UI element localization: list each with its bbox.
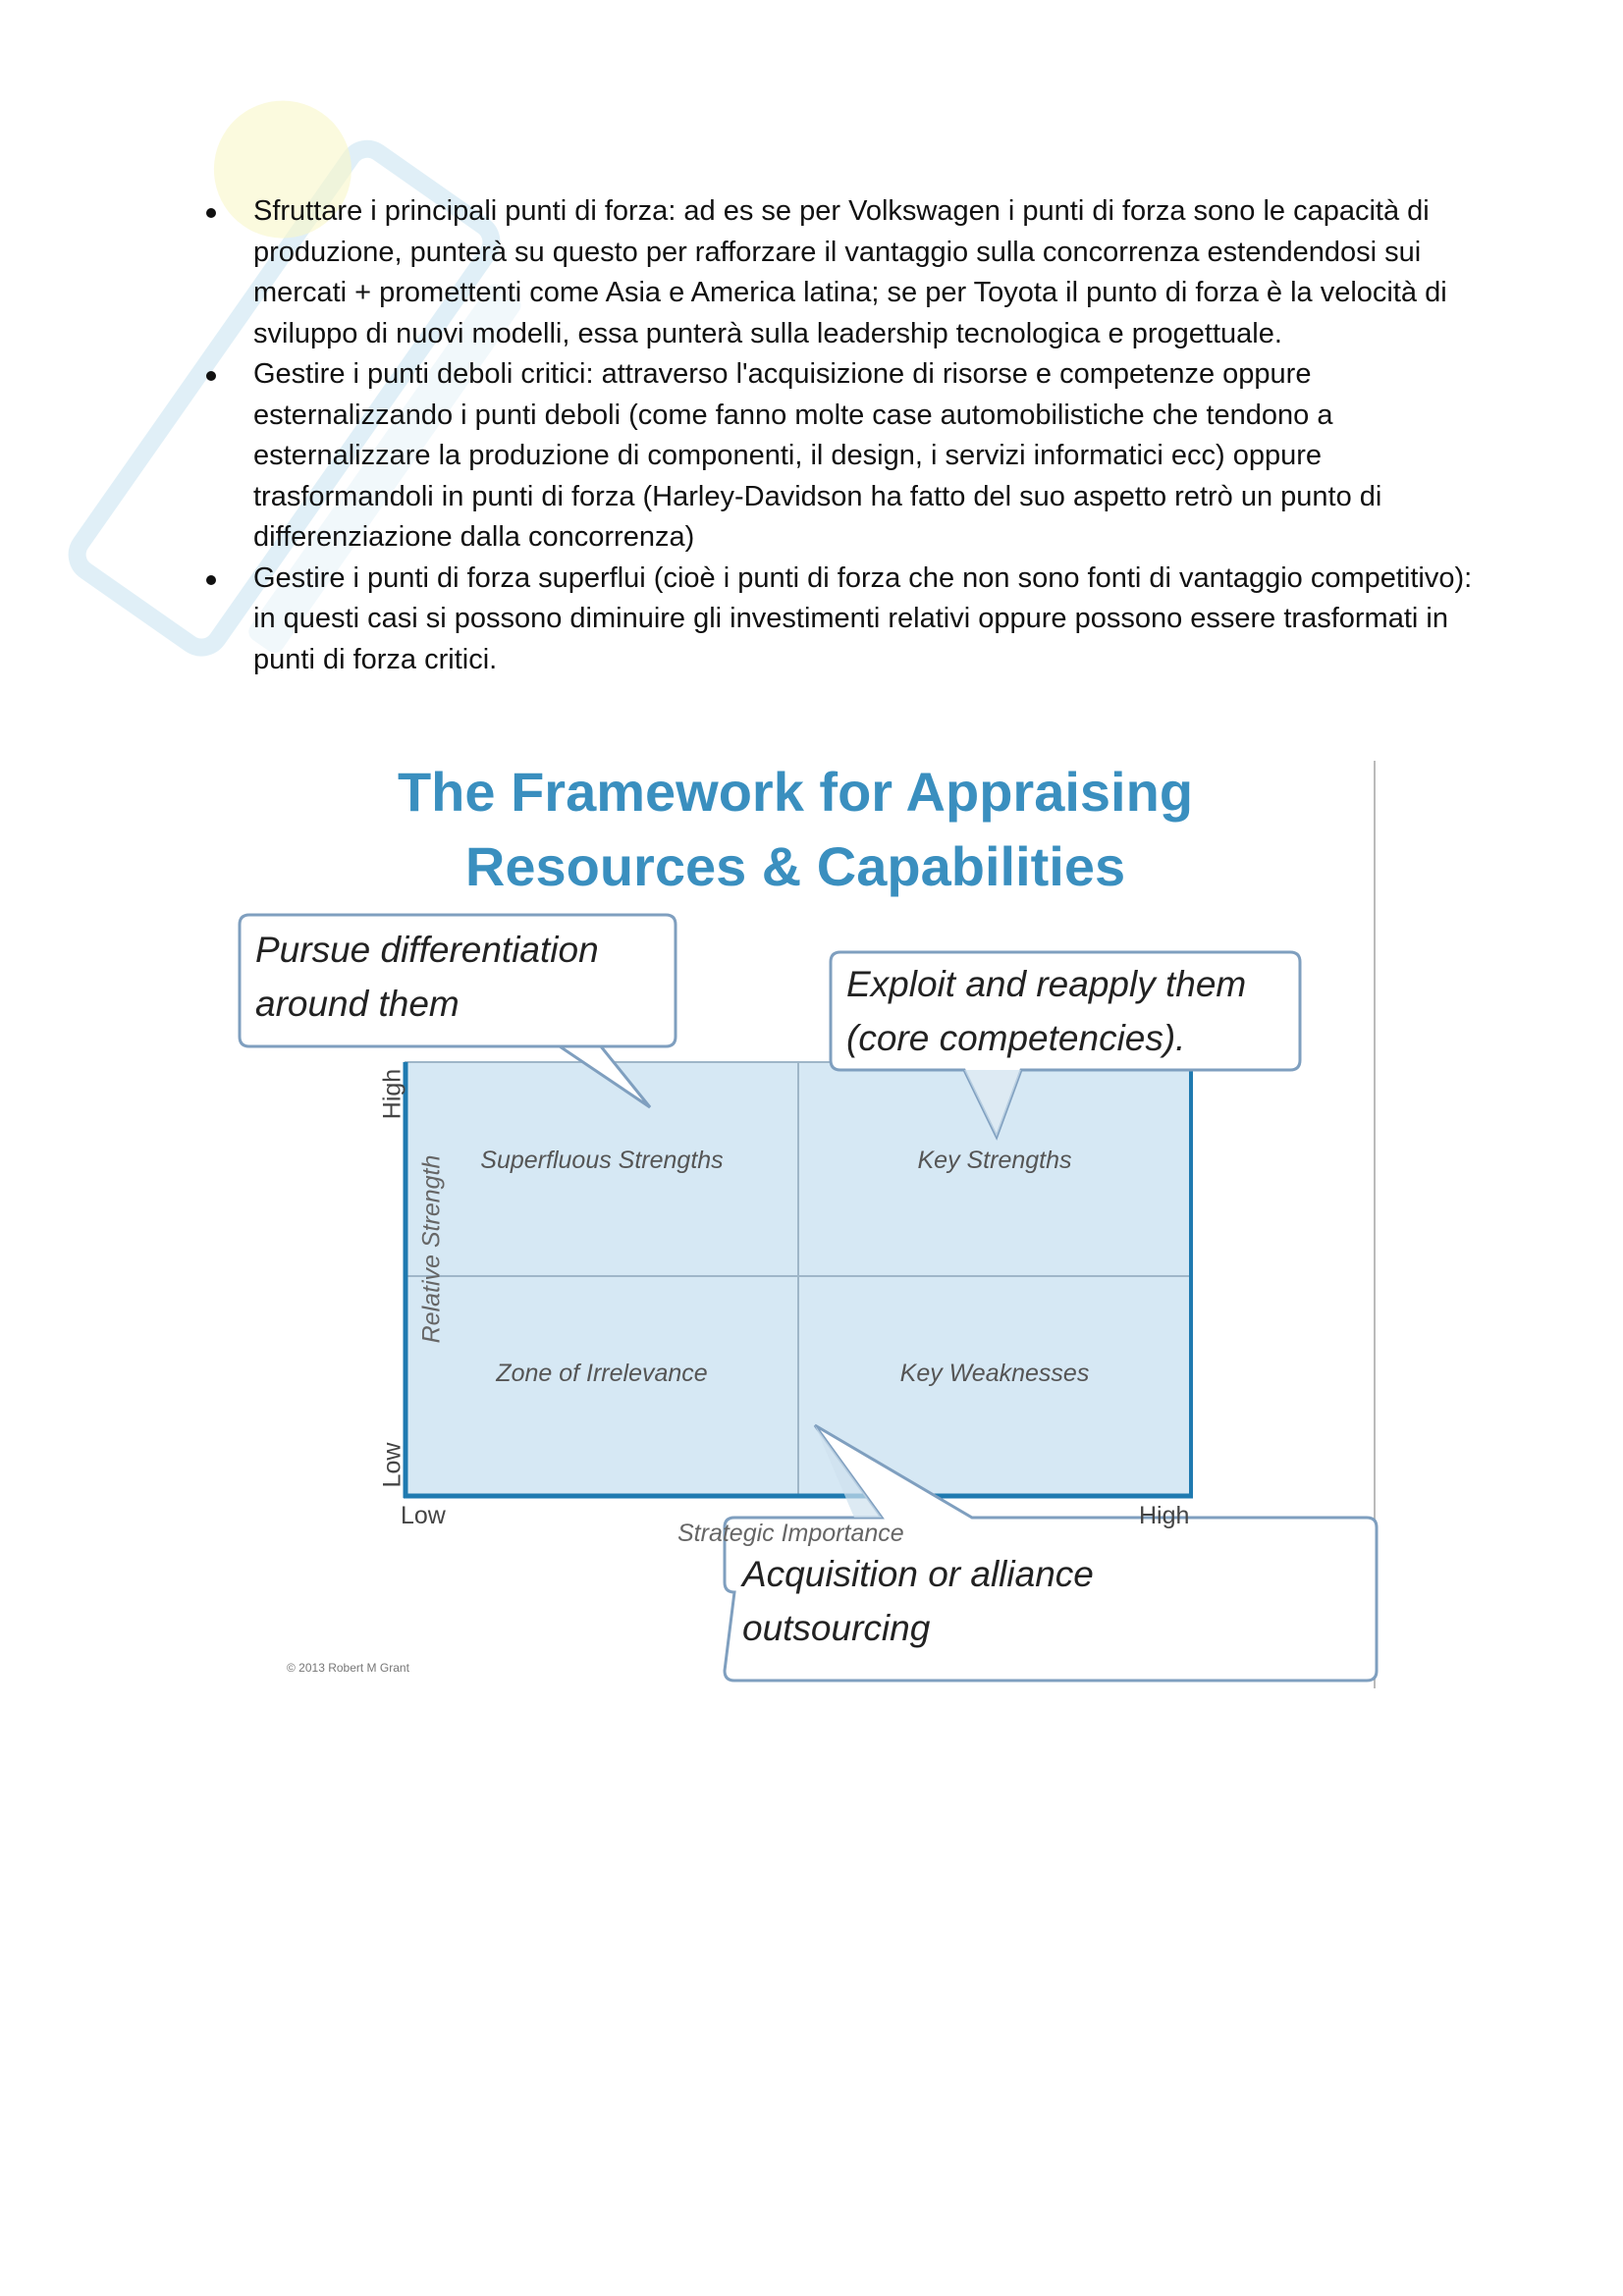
bullet-text: Sfruttare i principali punti di forza: ad es se per Volkswagen i punti di forza sono le capacità di produzione, punterà su questo per rafforzare il vantaggio sulla concorrenza estendendosi sui mercati + promettenti come Asia e America latina; se per Toyota il punto di forza è la velocità di sviluppo di nuovi modelli, essa punterà sulla leadership tecnologica e progettuale. — [253, 195, 1447, 349]
y-axis-low: Low — [378, 1442, 406, 1488]
quadrant-key-weaknesses: Key Weaknesses — [899, 1360, 1090, 1387]
bullet-list — [206, 191, 1483, 680]
x-axis-label: Strategic Importance — [677, 1520, 904, 1547]
slide-title-line2: Resources & Capabilities — [464, 835, 1126, 897]
bullet-item — [206, 191, 1483, 354]
callout-exploit-line1: Exploit and reapply them — [846, 964, 1247, 1004]
copyright-note: © 2013 Robert M Grant — [287, 1661, 409, 1675]
callout-pursue-line2: around them — [255, 984, 460, 1024]
callout-pursue-line1: Pursue differentiation — [255, 930, 599, 970]
bullet-dot — [206, 371, 216, 381]
framework-figure — [226, 756, 1380, 1698]
quadrant-key-strengths: Key Strengths — [917, 1147, 1072, 1174]
quadrant-superfluous-strengths: Superfluous Strengths — [480, 1147, 724, 1174]
y-axis-high: High — [378, 1068, 406, 1120]
callout-acquire-line1: Acquisition or alliance — [742, 1554, 1094, 1594]
callout-exploit-line2: (core competencies). — [846, 1018, 1186, 1058]
bullet-text: Gestire i punti deboli critici: attraverso l'acquisizione di risorse e competenze oppure esternalizzando i punti deboli (come fanno molte case automobilistiche che tendono a esternalizzare la produzione di componenti, il design, i servizi informatici ecc) oppure trasformandoli in punti di forza (Harley-Davidson ha fatto del suo aspetto retrò un punto di differenziazione dalla concorrenza) — [253, 358, 1382, 553]
bullet-dot — [206, 208, 216, 218]
slide-title-line1: The Framework for Appraising — [397, 761, 1194, 823]
bullet-text: Gestire i punti di forza superflui (cioè i punti di forza che non sono fonti di vantaggio competitivo): in questi casi si possono diminuire gli investimenti relativi oppure possono essere trasformati in punti di forza critici. — [253, 561, 1473, 675]
bullet-item — [206, 354, 1483, 559]
x-axis-low: Low — [401, 1502, 446, 1529]
y-axis-label: Relative Strength — [417, 1154, 446, 1344]
bullet-dot — [206, 575, 216, 585]
bullet-item — [206, 559, 1483, 681]
quadrant-zone-of-irrelevance: Zone of Irrelevance — [496, 1360, 708, 1387]
x-axis-high: High — [1139, 1502, 1190, 1529]
callout-acquire-line2: outsourcing — [742, 1608, 931, 1648]
